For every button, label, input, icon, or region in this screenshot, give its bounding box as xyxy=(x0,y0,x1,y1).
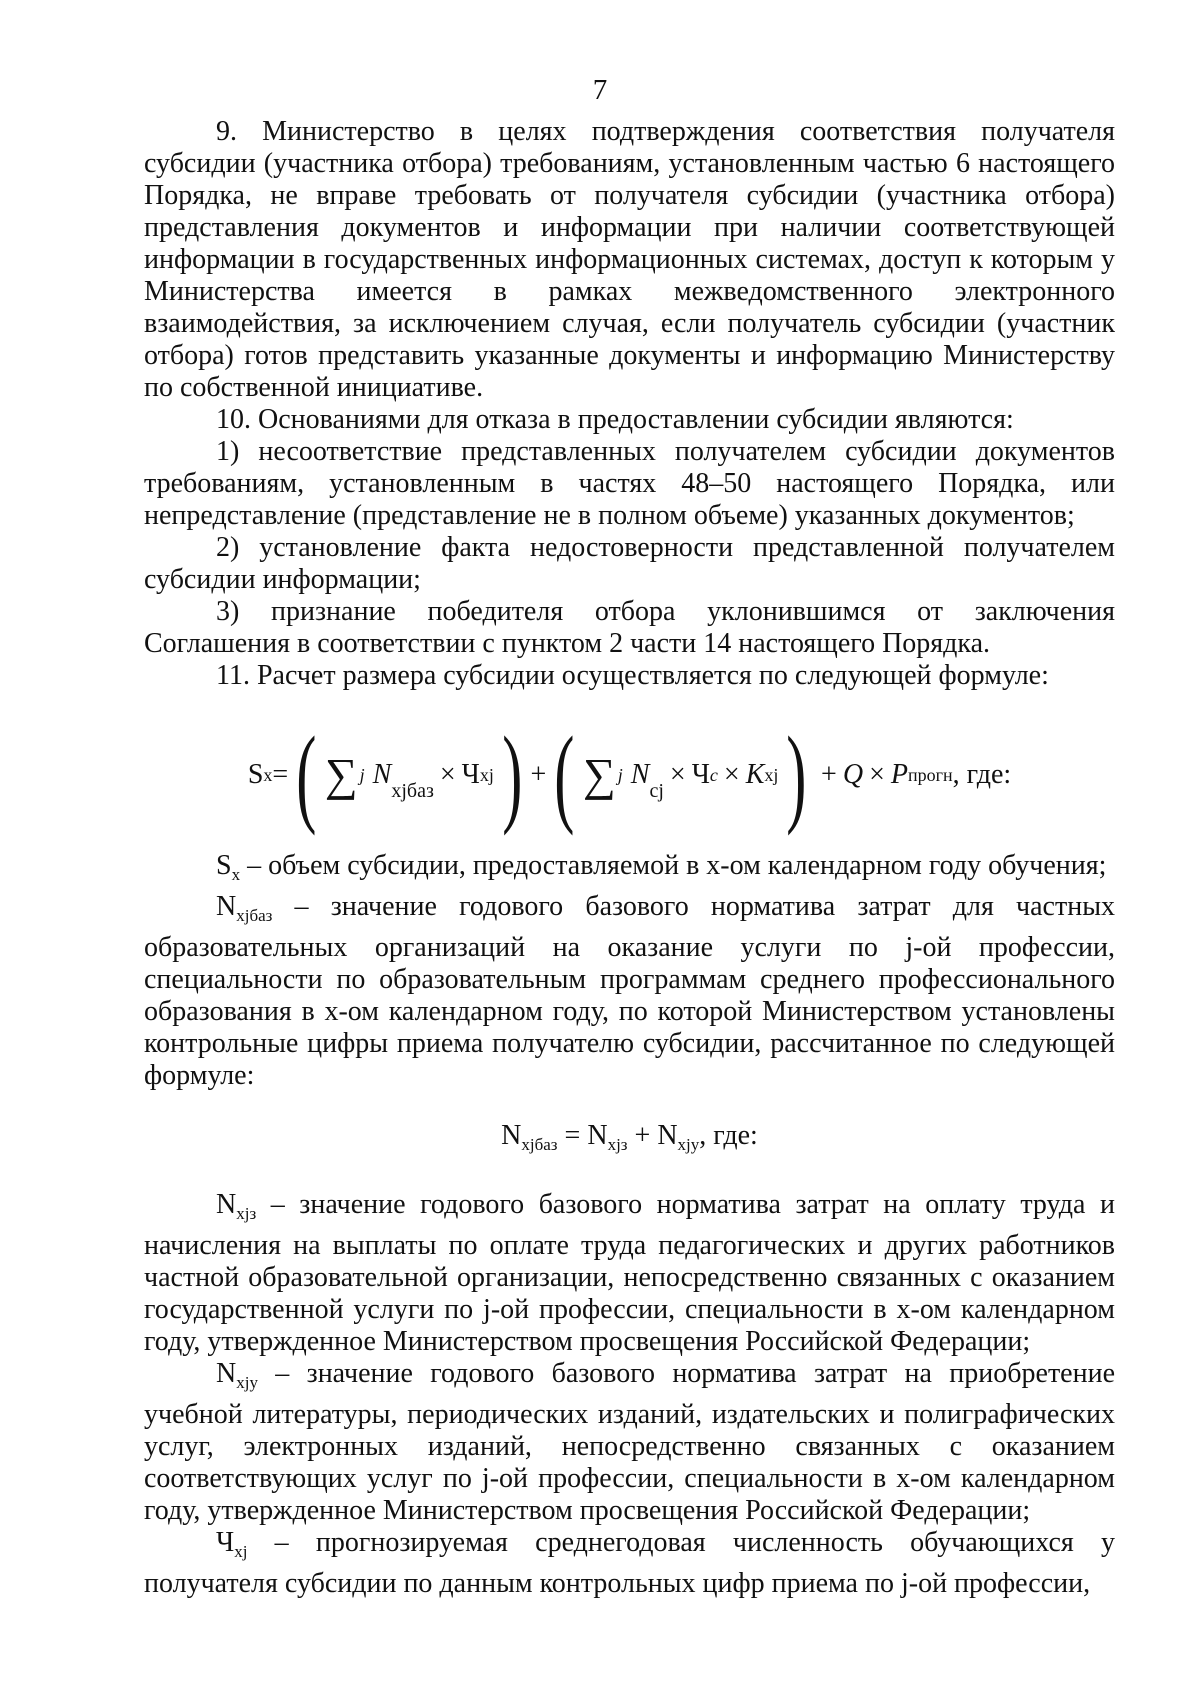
norm-plus: + xyxy=(627,1120,658,1151)
norm-n-2: N xyxy=(587,1120,608,1151)
sx-text: – объем субсидии, предоставляемой в x-ом календарном году обучения; xyxy=(240,850,1107,881)
formula-s: S xyxy=(247,759,264,790)
norm-sub-2: xjз xyxy=(607,1135,628,1154)
formula-ch-2: Ч xyxy=(691,759,710,790)
formula-ch-1-sub: xj xyxy=(479,765,494,785)
nbaz-text: – значение годового базового норматива затрат для частных образовательных организаций на оказание услуги по j-ой профессии, специальности по образовательным программам среднего профессионального образования в x-ом календарном году, по которой Министерством установлены контрольные цифры приема получателю субсидии, рассчитанное по следующей формуле: xyxy=(144,891,1115,1091)
nz-subscript: xjз xyxy=(236,1204,257,1223)
ch-text: – прогнозируемая среднегодовая численность обучающихся у получателя субсидии по данным контрольных цифр приема по j-ой профессии, xyxy=(144,1527,1115,1599)
sum-sign-2: ∑ xyxy=(582,749,616,800)
subsidy-formula xyxy=(144,714,1115,836)
norm-n-1: N xyxy=(501,1120,522,1151)
formula-equals: = xyxy=(272,759,289,790)
formula-q: Q xyxy=(842,759,864,790)
formula-n-1: N xyxy=(372,759,392,790)
definition-ch xyxy=(144,1527,1115,1600)
norm-sub-3: xjу xyxy=(677,1135,700,1154)
norm-n-3: N xyxy=(657,1120,678,1151)
norm-sub-1: xjбаз xyxy=(521,1135,558,1154)
formula-p-sub: прогн xyxy=(907,765,953,785)
paragraph-9: 9. Министерство в целях подтверждения соответствия получателя субсидии (участника отбора) требованиям, установленным частью 6 настоящего Порядка, не вправе требовать от получателя субсидии (участника отбора) представления документов и информации при наличии соответствующей информации в государственных информационных системах, доступ к которым у Министерства имеется в рамках межведомственного электронного взаимодействия, за исключением случая, если получатель субсидии (участник отбора) готов представить указанные документы и информацию Министерству по собственной инициативе. xyxy=(144,116,1115,403)
paragraph-10-item-3: 3) признание победителя отбора уклонившимся от заключения Соглашения в соответствии с пунктом 2 части 14 настоящего Порядка. xyxy=(144,596,1115,659)
plus-1: + xyxy=(530,759,547,790)
formula-p: P xyxy=(890,759,908,790)
paragraph-11: 11. Расчет размера субсидии осуществляется по следующей формуле: xyxy=(216,660,1049,691)
nu-subscript: xjу xyxy=(236,1373,258,1392)
right-paren-1: ) xyxy=(502,714,523,836)
formula-ch-1: Ч xyxy=(461,759,480,790)
left-paren-1: ( xyxy=(296,714,317,836)
times-3: × xyxy=(723,759,740,790)
definition-sx xyxy=(144,850,1115,891)
formula-k-sub: xj xyxy=(764,765,779,785)
nbaz-symbol: N xyxy=(216,891,237,922)
sum-sign-1: ∑ xyxy=(324,749,358,800)
right-paren-2: ) xyxy=(786,714,807,836)
nz-text: – значение годового базового норматива затрат на оплату труда и начисления на выплаты по оплате труда педагогических и других работников частной образовательной организации, непосредственно связанных с оказанием государственной услуги по j-ой профессии, специальности в x-ом календарном году, утвержденное Министерством просвещения Российской Федерации; xyxy=(144,1189,1115,1357)
times-2: × xyxy=(669,759,686,790)
ch-symbol: Ч xyxy=(216,1527,235,1558)
definition-nu xyxy=(144,1358,1115,1527)
paragraph-10-item-2: 2) установление факта недостоверности представленной получателем субсидии информации; xyxy=(144,532,1115,595)
formula-ch-2-sub: c xyxy=(709,765,718,785)
norm-tail: , где: xyxy=(699,1120,758,1151)
times-4: × xyxy=(869,759,885,790)
nbaz-subscript: xjбаз xyxy=(236,906,273,925)
nz-symbol: N xyxy=(216,1189,237,1220)
left-paren-2: ( xyxy=(554,714,575,836)
times-1: × xyxy=(439,759,456,790)
sum-index-1: j xyxy=(359,765,365,785)
norm-equals: = xyxy=(557,1120,588,1151)
document-body xyxy=(144,116,1115,1600)
sx-symbol: S xyxy=(216,850,232,881)
formula-tail: , где: xyxy=(952,759,1012,790)
nu-symbol: N xyxy=(216,1358,237,1389)
formula-k: K xyxy=(745,759,765,790)
paragraph-10: 10. Основаниями для отказа в предоставлении субсидии являются: xyxy=(216,404,1014,435)
plus-2: + xyxy=(821,759,837,790)
ch-subscript: xj xyxy=(234,1542,248,1561)
formula-s-sub: x xyxy=(263,765,273,785)
sum-index-2: j xyxy=(617,765,623,785)
sx-subscript: x xyxy=(231,865,241,884)
nu-text: – значение годового базового норматива затрат на приобретение учебной литературы, периодических изданий, издательских и полиграфических услуг, электронных изданий, непосредственно связанных с оказанием соответствующих услуг по j-ой профессии, специальности в x-ом календарном году, утвержденное Министерством просвещения Российской Федерации; xyxy=(144,1358,1115,1526)
formula-n-2: N xyxy=(630,759,650,790)
formula-n-1-sub: xjбаз xyxy=(391,780,434,802)
page-number: 7 xyxy=(592,74,608,106)
definition-nbaz xyxy=(144,891,1115,1092)
paragraph-10-item-1: 1) несоответствие представленных получателем субсидии документов требованиям, установленным в частях 48–50 настоящего Порядка, или непредставление (представление не в полном объеме) указанных документов; xyxy=(144,436,1115,531)
definition-nz xyxy=(144,1189,1115,1358)
norm-formula xyxy=(144,1116,1115,1165)
formula-n-2-sub: cj xyxy=(649,780,664,802)
